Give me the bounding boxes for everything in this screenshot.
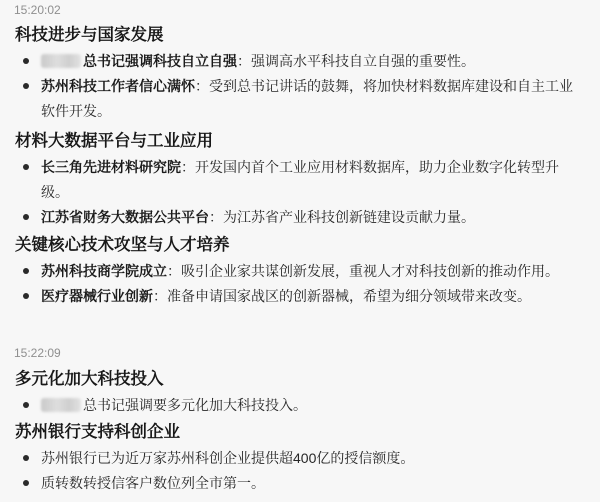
bullet-icon: [23, 293, 29, 299]
item-text: ：准备申请国家战区的创新器械，希望为细分领域带来改变。: [153, 288, 531, 304]
list-item: [0, 155, 600, 205]
item-title: 总书记强调科技自立自强: [83, 53, 237, 69]
item-title: 苏州科技工作者信心满怀: [41, 78, 195, 94]
list-item: [0, 259, 600, 284]
bullet-icon: [23, 214, 29, 220]
section-heading: 科技进步与国家发展: [15, 26, 164, 44]
item-text: 苏州银行已为近万家苏州科创企业提供超400亿的授信额度。: [41, 450, 415, 466]
timestamp: 15:22:09: [14, 346, 61, 360]
item-text: 质转数转授信客户数位列全市第一。: [41, 475, 265, 491]
section-materials-platform: [0, 130, 600, 230]
item-text: ：吸引企业家共谋创新发展，重视人才对科技创新的推动作用。: [167, 263, 559, 279]
bullet-icon: [23, 268, 29, 274]
redacted-name: [41, 398, 81, 412]
item-text: 总书记强调要多元化加大科技投入。: [83, 397, 307, 413]
list-item: [0, 446, 600, 471]
bullet-icon: [23, 455, 29, 461]
item-title: 苏州科技商学院成立: [41, 263, 167, 279]
list-item: [0, 205, 600, 230]
list-item: [0, 471, 600, 496]
timestamp: 15:20:02: [14, 3, 61, 17]
section-heading: 材料大数据平台与工业应用: [15, 132, 213, 150]
bullet-icon: [23, 480, 29, 486]
section-suzhou-bank: [0, 421, 600, 496]
section-tech-investment: [0, 368, 600, 418]
item-text: ：强调高水平科技自立自强的重要性。: [237, 53, 475, 69]
section-core-tech: [0, 234, 600, 309]
list-item: [0, 393, 600, 418]
item-title: 医疗器械行业创新: [41, 288, 153, 304]
item-text: ：开发国内首个工业应用材料数据库，助力企业数字化转型升级。: [41, 159, 559, 200]
list-item: [0, 74, 600, 124]
section-heading: 多元化加大科技投入: [15, 370, 164, 388]
bullet-icon: [23, 164, 29, 170]
bullet-icon: [23, 83, 29, 89]
item-text: ：为江苏省产业科技创新链建设贡献力量。: [209, 209, 475, 225]
redacted-name: [41, 54, 81, 68]
section-heading: 苏州银行支持科创企业: [15, 423, 180, 441]
section-tech-progress: [0, 24, 600, 124]
bullet-icon: [23, 58, 29, 64]
item-title: 江苏省财务大数据公共平台: [41, 209, 209, 225]
bullet-icon: [23, 402, 29, 408]
list-item: [0, 49, 600, 74]
list-item: [0, 284, 600, 309]
item-text: ：受到总书记讲话的鼓舞，将加快材料数据库建设和自主工业软件开发。: [41, 78, 573, 119]
item-title: 长三角先进材料研究院: [41, 159, 181, 175]
section-heading: 关键核心技术攻坚与人才培养: [15, 236, 230, 254]
